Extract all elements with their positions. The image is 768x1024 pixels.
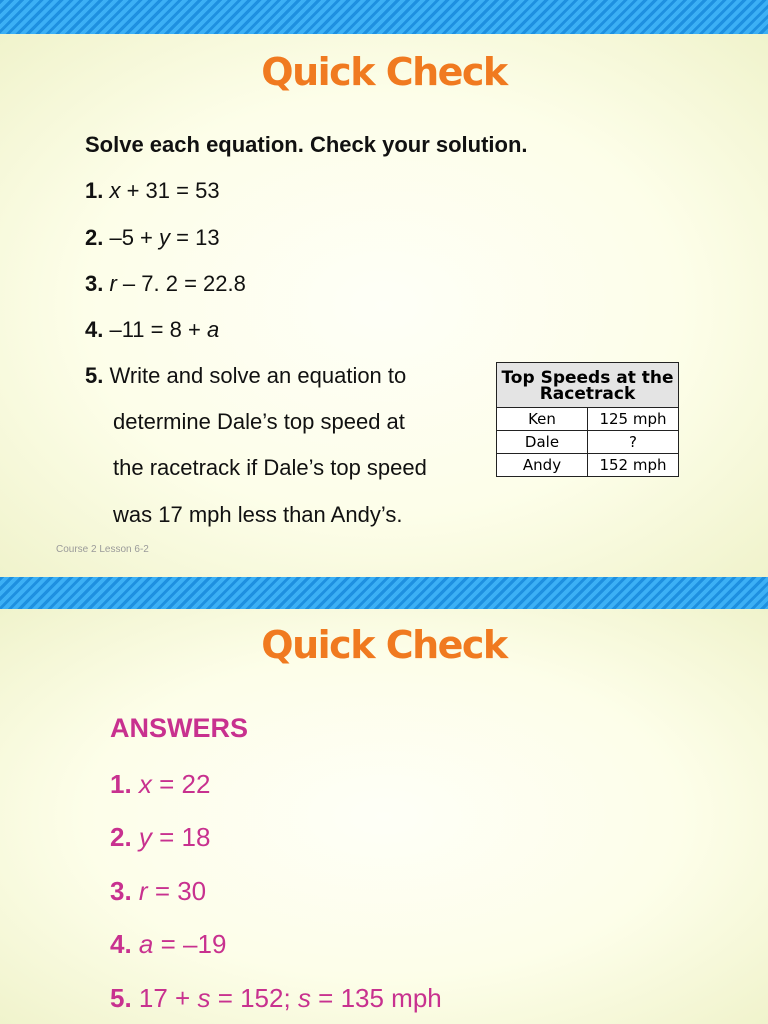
problem-5-line-4: was 17 mph less than Andy’s. bbox=[113, 502, 403, 527]
answer-number: 3. bbox=[110, 876, 132, 906]
top-stripe-bar bbox=[0, 0, 768, 34]
answer-3 bbox=[110, 876, 206, 907]
table-cell-speed: 152 mph bbox=[588, 454, 679, 477]
equation-text: = 13 bbox=[170, 225, 220, 250]
answer-number: 4. bbox=[110, 929, 132, 959]
slide-1 bbox=[0, 34, 768, 577]
table-row bbox=[497, 454, 679, 477]
answer-number: 5. bbox=[110, 983, 132, 1013]
equation-text: –5 + bbox=[103, 225, 160, 250]
problem-number: 3. bbox=[85, 271, 104, 296]
problem-2 bbox=[85, 225, 220, 251]
variable: r bbox=[138, 876, 148, 906]
divider-stripe-bar bbox=[0, 577, 768, 609]
equation-text: + 31 = 53 bbox=[120, 178, 220, 203]
problem-1 bbox=[85, 178, 220, 204]
slide-title: Quick Check bbox=[261, 623, 507, 667]
equation-text: – 7. 2 = 22.8 bbox=[116, 271, 246, 296]
table-cell-name: Dale bbox=[497, 431, 588, 454]
answer-1 bbox=[110, 769, 210, 800]
variable: a bbox=[206, 317, 220, 342]
variable: x bbox=[138, 769, 152, 799]
answers-heading: ANSWERS bbox=[110, 713, 249, 743]
problem-number: 4. bbox=[85, 317, 104, 342]
problem-number: 2. bbox=[85, 225, 104, 250]
answer-text: = 30 bbox=[147, 876, 207, 906]
answer-text: = 135 mph bbox=[310, 983, 442, 1013]
variable: y bbox=[138, 822, 152, 852]
word-problem-text: Write and solve an equation to bbox=[103, 363, 407, 388]
table-cell-speed: ? bbox=[588, 431, 679, 454]
answer-text: = 22 bbox=[151, 769, 211, 799]
table-cell-speed: 125 mph bbox=[588, 408, 679, 431]
answer-number: 1. bbox=[110, 769, 132, 799]
problem-number: 5. bbox=[85, 363, 104, 388]
problem-3 bbox=[85, 271, 246, 297]
variable: y bbox=[159, 225, 171, 250]
top-speeds-table bbox=[496, 362, 679, 477]
answer-number: 2. bbox=[110, 822, 132, 852]
answer-text: 17 + bbox=[131, 983, 198, 1013]
table-cell-name: Andy bbox=[497, 454, 588, 477]
answer-text: = 18 bbox=[151, 822, 211, 852]
answer-text: = 152; bbox=[210, 983, 298, 1013]
variable: r bbox=[109, 271, 117, 296]
equation-text: –11 = 8 + bbox=[103, 317, 207, 342]
problem-5-line-3: the racetrack if Dale’s top speed bbox=[113, 455, 427, 480]
answer-2 bbox=[110, 822, 210, 853]
variable: s bbox=[197, 983, 211, 1013]
slide-title: Quick Check bbox=[261, 50, 507, 94]
table-row bbox=[497, 431, 679, 454]
problem-5-line-2: determine Dale’s top speed at bbox=[113, 409, 405, 434]
problem-5-line-1 bbox=[85, 363, 406, 389]
answer-text: = –19 bbox=[153, 929, 227, 959]
table-header: Top Speeds at the Racetrack bbox=[497, 363, 679, 408]
variable: s bbox=[297, 983, 311, 1013]
answer-5 bbox=[110, 983, 442, 1014]
variable: x bbox=[109, 178, 121, 203]
lesson-footer: Course 2 Lesson 6-2 bbox=[56, 544, 149, 555]
answer-4 bbox=[110, 929, 226, 960]
problem-4 bbox=[85, 317, 219, 343]
instruction-text: Solve each equation. Check your solution. bbox=[85, 132, 528, 157]
table-cell-name: Ken bbox=[497, 408, 588, 431]
table-header-row bbox=[497, 363, 679, 408]
slide-2 bbox=[0, 609, 768, 1024]
variable: a bbox=[138, 929, 154, 959]
problem-number: 1. bbox=[85, 178, 104, 203]
table-row bbox=[497, 408, 679, 431]
